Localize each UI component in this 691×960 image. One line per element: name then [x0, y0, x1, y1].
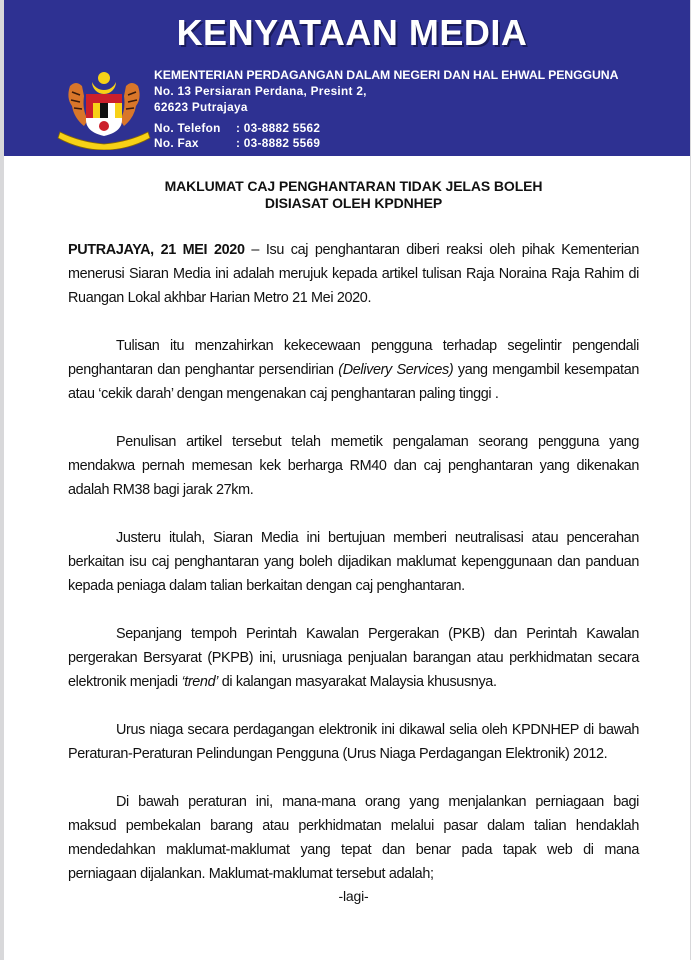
banner-title: KENYATAAN MEDIA — [176, 12, 528, 53]
paragraph-2-text-a: Tulisan itu menzahirkan kekecewaan pengguna terhadap segelintir pengendali penghantaran dan penghantar persendirian — [68, 338, 639, 378]
press-release-body — [68, 178, 639, 904]
paragraph-2-italic: (Delivery Services) — [338, 362, 454, 378]
contact-info — [154, 121, 674, 151]
address-line-2: 62623 Putrajaya — [154, 100, 248, 114]
paragraph-5-italic: ‘trend’ — [181, 674, 219, 690]
paragraph-3: Penulisan artikel tersebut telah memetik pengalaman seorang pengguna yang mendakwa pernah memesan kek berharga RM40 dan caj penghantaran yang dikenakan adalah RM38 bagi jarak 27km. — [68, 434, 639, 498]
paragraph-1-text: – Isu caj penghantaran diberi reaksi oleh pihak Kementerian menerusi Siaran Media ini adalah merujuk kepada artikel tulisan Raja Noraina Raja Rahim di Ruangan Lokal akhbar Harian Metro 21 Mei 2020. — [68, 242, 639, 306]
dateline: PUTRAJAYA, 21 MEI 2020 — [68, 242, 245, 258]
paragraph-5-text-a: Sepanjang tempoh Perintah Kawalan Pergerakan (PKB) dan Perintah Kawalan pergerakan Bersyarat (PKPB) ini, urusniaga penjualan barangan atau perkhidmatan secara elektronik menjadi — [68, 626, 639, 690]
paragraph-2 — [68, 334, 639, 406]
phone-row — [154, 121, 674, 136]
fax-row — [154, 136, 674, 151]
paragraph-6: Urus niaga secara perdagangan elektronik ini dikawal selia oleh KPDNHEP di bawah Peraturan-Peraturan Pelindungan Pengguna (Urus Niaga Perdagangan Elektronik) 2012. — [68, 722, 639, 762]
ministry-name: KEMENTERIAN PERDAGANGAN DALAM NEGERI DAN HAL EHWAL PENGGUNA — [154, 68, 619, 82]
phone-number: : 03-8882 5562 — [236, 121, 321, 135]
letterhead-banner — [4, 0, 690, 156]
ministry-details — [154, 67, 674, 151]
headline-line-1: MAKLUMAT CAJ PENGHANTARAN TIDAK JELAS BOLEH — [164, 178, 543, 194]
fax-number: : 03-8882 5569 — [236, 136, 321, 150]
headline-line-2: DISIASAT OLEH KPDNHEP — [264, 195, 443, 211]
press-release-page — [4, 0, 690, 960]
paragraph-1 — [68, 238, 639, 310]
headline — [68, 178, 639, 212]
paragraph-2-text-b: yang mengambil kesempatan atau ‘cekik darah’ dengan mengenakan caj penghantaran paling tinggi . — [68, 362, 639, 402]
continued-marker: -lagi- — [338, 888, 369, 904]
paragraph-7: Di bawah peraturan ini, mana-mana orang yang menjalankan perniagaan bagi maksud pembekalan barang atau perkhidmatan melalui pasar dalam talian hendaklah mendedahkan maklumat-maklumat yang tepat dan benar pada tapak web di mana perniagaan dijalankan. Maklumat-maklumat tersebut adalah; — [68, 794, 639, 882]
fax-label: No. Fax — [154, 136, 199, 150]
paragraph-4: Justeru itulah, Siaran Media ini bertujuan memberi neutralisasi atau pencerahan berkaitan isu caj penghantaran yang boleh dijadikan maklumat kepenggunaan dan panduan kepada peniaga dalam talian berkaitan dengan caj penghantaran. — [68, 530, 639, 594]
paragraph-5 — [68, 622, 639, 694]
phone-label: No. Telefon — [154, 121, 221, 135]
paragraph-5-text-b: di kalangan masyarakat Malaysia khususnya. — [218, 674, 497, 690]
address-line-1: No. 13 Persiaran Perdana, Presint 2, — [154, 84, 367, 98]
malaysia-coat-of-arms-icon — [56, 68, 152, 150]
